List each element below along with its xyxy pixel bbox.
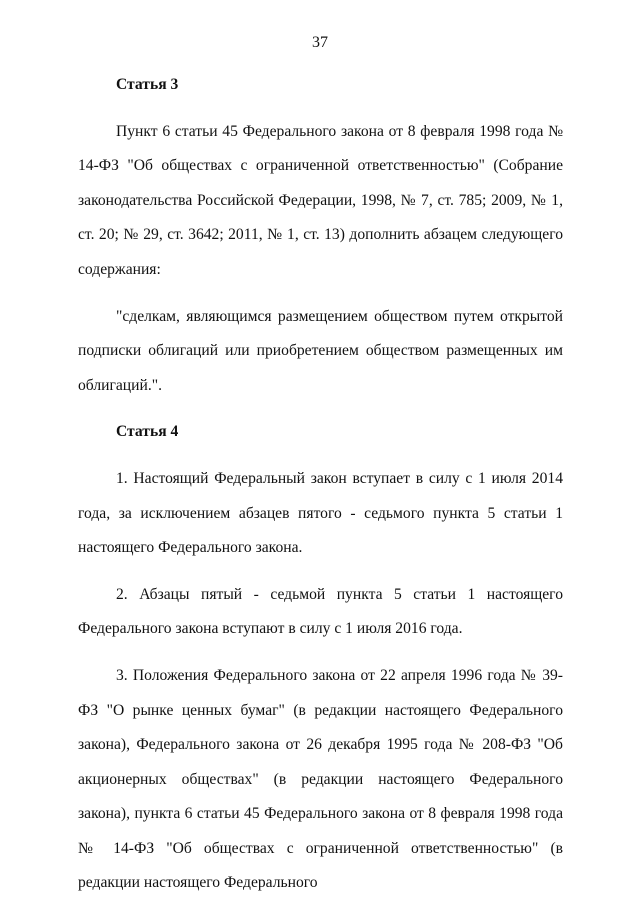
article-3-paragraph: Пункт 6 статьи 45 Федерального закона от 8 февраля 1998 года № 14-ФЗ "Об обществах с ограниченной ответственностью" (Собрание законодательства Российской Федерации, 1998, № 7, ст. 785; 2009, № 1, ст. 20; № 29, ст. 3642; 2011, № 1, ст. 13) дополнить абзацем следующего содержания: (78, 122, 563, 278)
article-4-item-3: 3. Положения Федерального закона от 22 апреля 1996 года № 39-ФЗ "О рынке ценных бумаг" (в редакции настоящего Федерального закона), Федерального закона от 26 декабря 1995 года № 208-ФЗ "Об акционерных обществах" (в редакции настоящего Федерального закона), пункта 6 статьи 45 Федерального закона от 8 февраля 1998 года № 14-ФЗ "Об обществах с ограниченной ответственностью" (в редакции настоящего Федерального (78, 666, 563, 892)
document-body (78, 68, 563, 913)
article-4-heading: Статья 4 (116, 423, 179, 441)
article-3-heading: Статья 3 (116, 76, 179, 93)
article-3-quote: "сделкам, являющимся размещением обществом путем открытой подписки облигаций или приобретением обществом размещенных им облигаций.". (78, 307, 563, 394)
article-4-item-2: 2. Абзацы пятый - седьмой пункта 5 статьи 1 настоящего Федерального закона вступают в силу с 1 июля 2016 года. (78, 585, 563, 638)
article-4-item-1: 1. Настоящий Федеральный закон вступает в силу с 1 июля 2014 года, за исключением абзацев пятого - седьмого пункта 5 статьи 1 настоящего Федерального закона. (78, 469, 563, 557)
page-number: 37 (312, 34, 328, 51)
